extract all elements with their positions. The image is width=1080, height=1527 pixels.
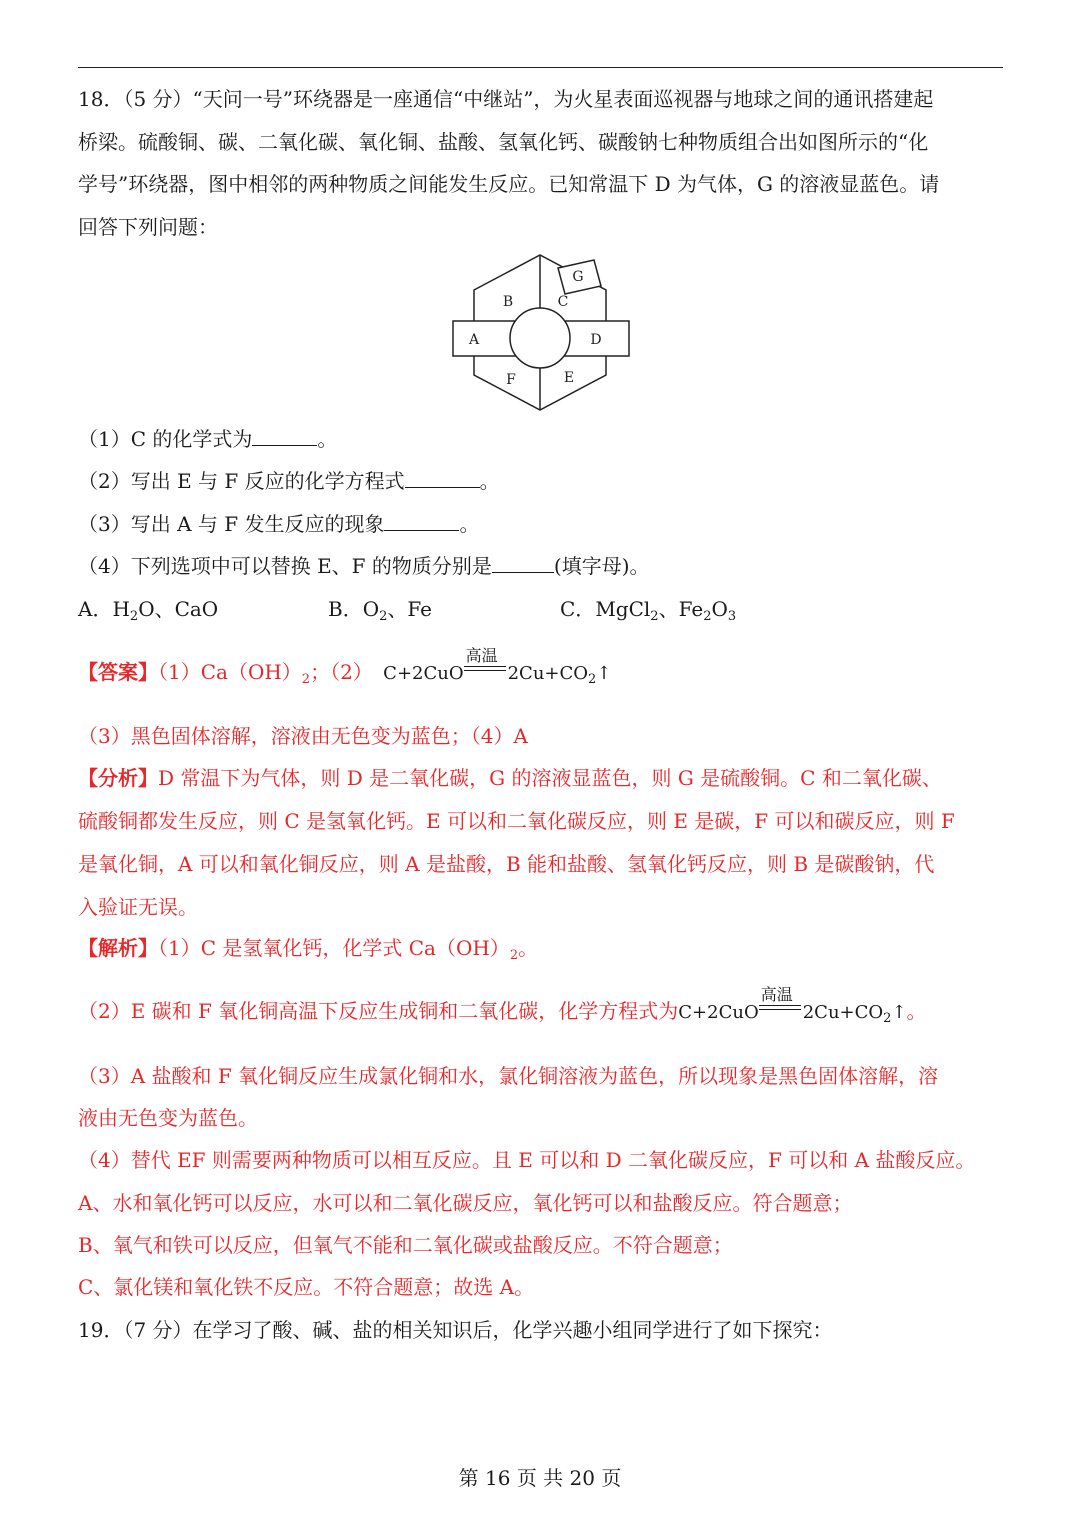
explain-p3-line-1: （3）A 盐酸和 F 氧化铜反应生成氯化铜和水，氯化铜溶液为蓝色，所以现象是黑色固体溶解，溶: [78, 1064, 939, 1088]
explain-eq-right: 2Cu+CO: [802, 1002, 884, 1023]
q18-sub-1-text: （1）C 的化学式为: [78, 427, 253, 451]
q18-sub-4: [78, 552, 1008, 580]
answer-eq-arrow: ↑: [596, 663, 612, 684]
q18-sub-2: [78, 467, 1008, 495]
answer-blank-3[interactable]: [384, 510, 459, 531]
label-g: G: [572, 269, 584, 285]
explain-eq-arrow: ↑: [891, 1002, 907, 1023]
label-d: D: [590, 332, 602, 348]
answer-line-1: [78, 646, 1008, 688]
answer-blank-1[interactable]: [252, 425, 317, 446]
q18-sub-2-text: （2）写出 E 与 F 反应的化学方程式: [78, 469, 405, 493]
answer-eq-cond: 高温: [465, 646, 498, 665]
explain-p4-line-3: B、氧气和铁可以反应，但氧气不能和二氧化碳或盐酸反应。不符合题意；: [78, 1233, 733, 1257]
option-b: B．$O_2$、Fe: [328, 597, 433, 624]
explain-line-2: （2）E 碳和 F 氧化铜高温下反应生成铜和二氧化碳，化学方程式为C+2CuO 高温 $2Cu+CO_2↑$。: [78, 997, 1008, 1027]
top-rule: [78, 67, 1003, 68]
analysis-line-2: 硫酸铜都发生反应，则 C 是氢氧化钙。E 可以和二氧化碳反应，则 E 是碳，F 可以和碳反应，则 F: [78, 809, 955, 833]
answer-p1-end: ；（2）: [310, 660, 373, 684]
answer-eq-sign: [464, 646, 508, 679]
answer-p1-sub: 2: [301, 672, 311, 687]
answer-line-2: （3）黑色固体溶解，溶液由无色变为蓝色；（4）A: [78, 724, 528, 748]
explain-p4-line-2: A、水和氧化钙可以反应，水可以和二氧化碳反应，氧化钙可以和盐酸反应。符合题意；: [78, 1191, 853, 1215]
label-f: F: [506, 372, 516, 388]
q19-line-1: 19．（7 分）在学习了酸、碱、盐的相关知识后，化学兴趣小组同学进行了如下探究：: [78, 1318, 833, 1342]
explain-eq-sign: [759, 985, 803, 1018]
answer-blank-4[interactable]: [492, 552, 554, 573]
answer-p1: （1）Ca（OH）: [158, 660, 302, 684]
answer-equation: [383, 646, 612, 688]
analysis-line-1: 【分析】D 常温下为气体，则 D 是二氧化碳，G 的溶液显蓝色，则 G 是硫酸铜。C 和二氧化碳、: [78, 766, 942, 790]
answer-eq-right: 2Cu+CO: [507, 663, 589, 684]
label-a: A: [468, 332, 480, 348]
q18-line-1: 18．（5 分）“天问一号”环绕器是一座通信“中继站”，为火星表面巡视器与地球之间的通讯搭建起: [78, 87, 934, 111]
explain-p4-line-4: C、氯化镁和氧化铁不反应。不符合题意；故选 A。: [78, 1275, 535, 1299]
explain-eq-sub: 2: [883, 1011, 892, 1026]
label-e: E: [563, 370, 575, 386]
page-footer: 第 16 页 共 20 页: [458, 1466, 622, 1490]
analysis-line-4: 入验证无误。: [78, 895, 198, 919]
label-b: B: [502, 294, 514, 310]
answer-eq-sub: 2: [588, 672, 597, 687]
q18-sub-4-text: （4）下列选项中可以替换 E、F 的物质分别是: [78, 554, 492, 578]
q18-line-4: 回答下列问题：: [78, 215, 218, 239]
q18-sub-3: [78, 510, 1008, 538]
explain-equation: [678, 985, 907, 1027]
explain-p3-line-2: 液由无色变为蓝色。: [78, 1106, 258, 1130]
explain-eq-left: C+2CuO: [678, 1002, 759, 1023]
q18-sub-1-end: 。: [317, 427, 338, 451]
label-c: C: [557, 294, 569, 310]
q18-line-3: 学号”环绕器，图中相邻的两种物质之间能发生反应。已知常温下 D 为气体，G 的溶液显蓝色。请: [78, 172, 940, 196]
explain-tag: 【解析】: [78, 936, 158, 960]
explain-eq-cond: 高温: [760, 985, 793, 1004]
q18-sub-3-text: （3）写出 A 与 F 发生反应的现象: [78, 512, 385, 536]
orbiter-diagram: [450, 250, 632, 415]
q18-sub-3-end: 。: [459, 512, 480, 536]
q18-line-2: 桥梁。硫酸铜、碳、二氧化碳、氧化铜、盐酸、氢氧化钙、碳酸钠七种物质组合出如图所示的“化: [78, 130, 929, 154]
analysis-line-3: 是氧化铜，A 可以和氧化铜反应，则 A 是盐酸，B 能和盐酸、氢氧化钙反应，则 B 是碳酸钠，代: [78, 852, 935, 876]
explain-p4-line-1: （4）替代 EF 则需要两种物质可以相互反应。且 E 可以和 D 二氧化碳反应，F 可以和 A 盐酸反应。: [78, 1148, 976, 1172]
answer-eq-left: C+2CuO: [383, 663, 464, 684]
answer-blank-2[interactable]: [405, 467, 480, 488]
answer-tag: 【答案】: [78, 660, 158, 684]
option-a: A．$H_2O$、CaO: [78, 597, 219, 624]
explain-line-1: 【解析】（1）C 是氢氧化钙，化学式 $Ca(OH)_2$。: [78, 936, 539, 963]
diagram-center-circle: [510, 308, 570, 368]
q18-sub-1: [78, 425, 1008, 453]
analysis-tag: 【分析】: [78, 766, 158, 790]
q18-sub-4-end: (填字母)。: [553, 554, 650, 578]
option-c: C．MgCl$_2$、$Fe_2O_3$: [560, 597, 737, 624]
q18-sub-2-end: 。: [479, 469, 500, 493]
